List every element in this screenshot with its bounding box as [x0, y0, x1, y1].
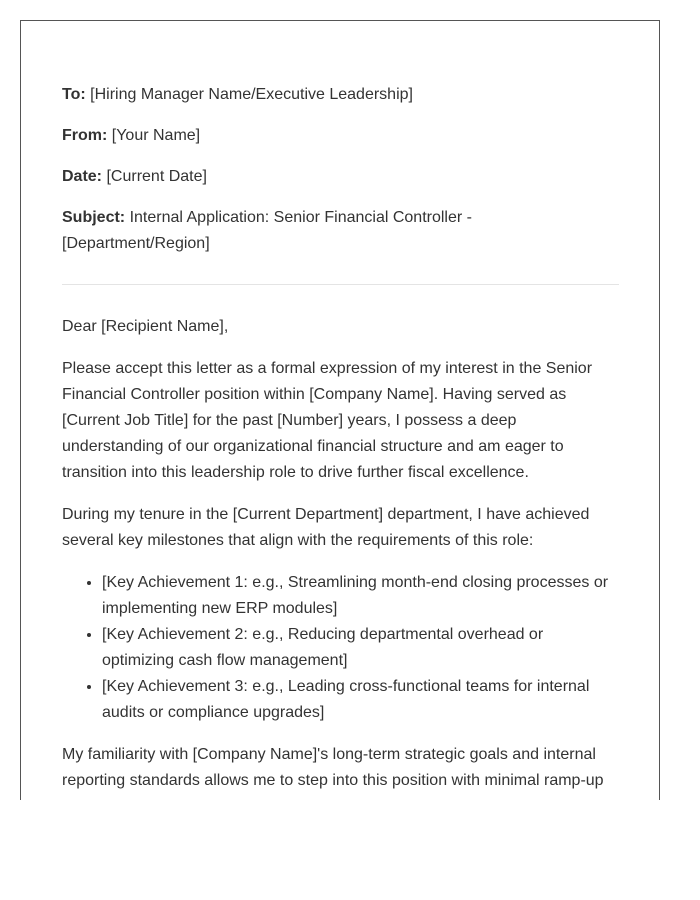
date-field	[62, 164, 619, 190]
paragraph-intro: Please accept this letter as a formal expression of my interest in the Senior Financial Controller position within [Company Name]. Having served as [Current Job Title] for the past [Number] years, I possess a deep understanding of our organizational financial structure and am eager to transition into this leadership role to drive further fiscal excellence.	[62, 360, 593, 481]
subject-field	[62, 205, 619, 257]
salutation: Dear [Recipient Name],	[62, 318, 229, 335]
achievement-item: • [Key Achievement 2: e.g., Reducing departmental overhead or optimizing cash flow management]	[102, 622, 619, 674]
letter-page	[20, 20, 660, 800]
from-value: [Your Name]	[111, 127, 201, 144]
letter-content	[21, 82, 659, 794]
from-label: From:	[62, 127, 108, 144]
paragraph-familiarity: My familiarity with [Company Name]'s long-term strategic goals and internal reporting standards allows me to step into this position with minimal ramp-up	[62, 746, 604, 789]
subject-value: Internal Application: Senior Financial Controller - [Department/Region]	[62, 209, 472, 252]
to-label: To:	[62, 86, 86, 103]
achievement-item: • [Key Achievement 3: e.g., Leading cross-functional teams for internal audits or compliance upgrades]	[102, 674, 619, 726]
from-field	[62, 123, 619, 149]
paragraph-tenure: During my tenure in the [Current Department] department, I have achieved several key milestones that align with the requirements of this role:	[62, 506, 590, 549]
header-divider	[62, 284, 619, 285]
date-value: [Current Date]	[106, 168, 207, 185]
to-value: [Hiring Manager Name/Executive Leadership]	[90, 86, 413, 103]
achievement-item: • [Key Achievement 1: e.g., Streamlining month-end closing processes or implementing new ERP modules]	[102, 570, 619, 622]
achievements-list	[62, 570, 619, 726]
to-field	[62, 82, 619, 108]
subject-label: Subject:	[62, 209, 126, 226]
date-label: Date:	[62, 168, 103, 185]
